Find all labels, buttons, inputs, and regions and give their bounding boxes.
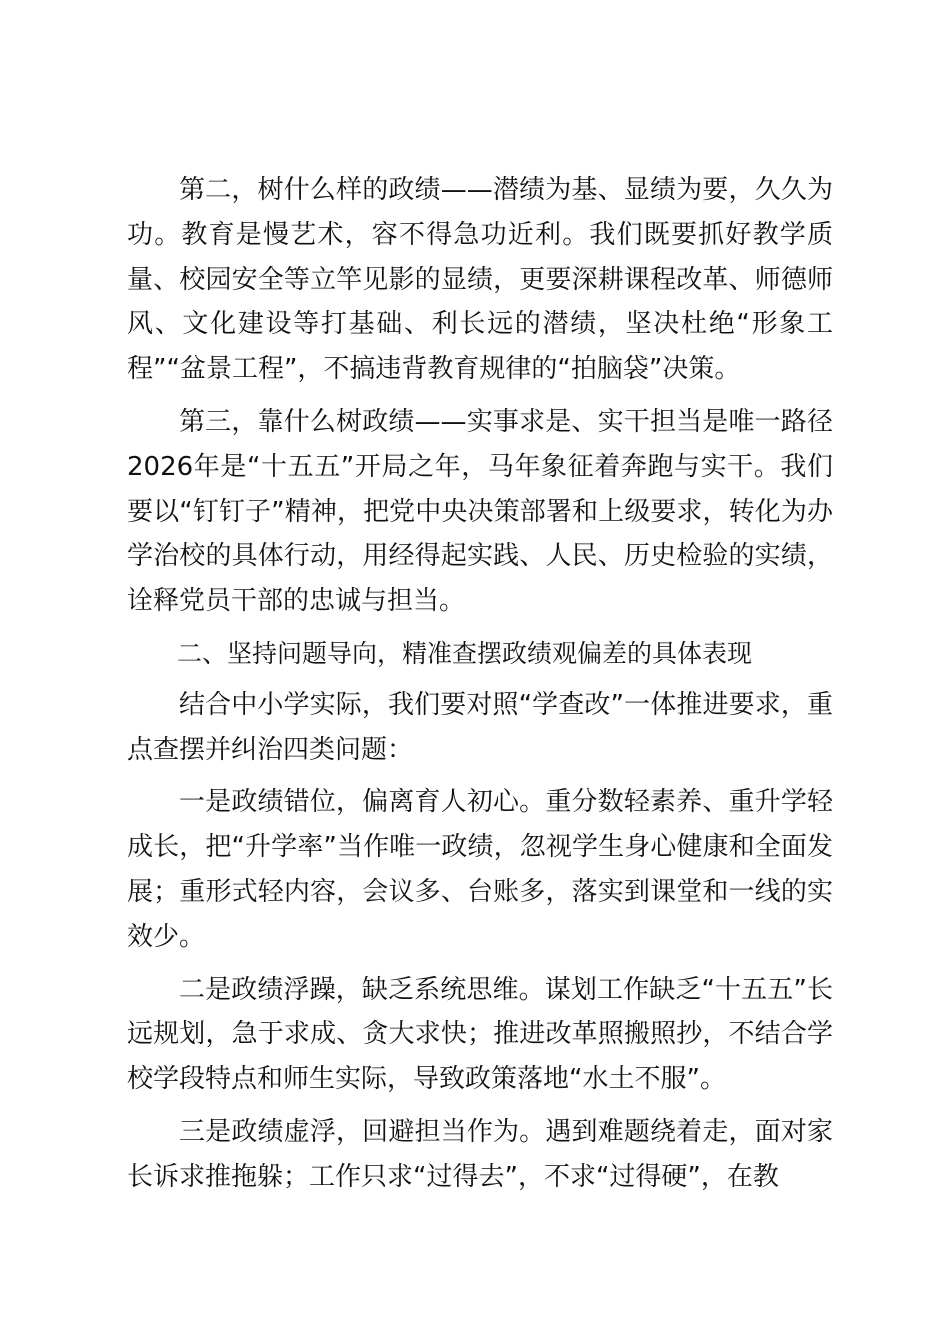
paragraph-problem-2: 二是政绩浮躁，缺乏系统思维。谋划工作缺乏“十五五”长远规划，急于求成、贪大求快；推进改革照搬照抄，不结合学校学段特点和师生实际，导致政策落地“水土不服”。 bbox=[127, 974, 833, 1095]
paragraph-intro-problems: 结合中小学实际，我们要对照“学查改”一体推进要求，重点查摆并纠治四类问题： bbox=[127, 689, 833, 765]
paragraph-third-point: 第三，靠什么树政绩——实事求是、实干担当是唯一路径2026年是“十五五”开局之年，马年象征着奔跑与实干。我们要以“钉钉子”精神，把党中央决策部署和上级要求，转化为办学治校的具体行动，用经得起实践、人民、历史检验的实绩，诠释党员干部的忠诚与担当。 bbox=[127, 406, 833, 617]
document-body bbox=[127, 168, 833, 1208]
paragraph-problem-1: 一是政绩错位，偏离育人初心。重分数轻素养、重升学轻成长，把“升学率”当作唯一政绩，忽视学生身心健康和全面发展；重形式轻内容，会议多、台账多，落实到课堂和一线的实效少。 bbox=[127, 787, 833, 952]
section-heading-2: 二、坚持问题导向，精准查摆政绩观偏差的具体表现 bbox=[177, 638, 753, 668]
paragraph-second-point: 第二，树什么样的政绩——潜绩为基、显绩为要，久久为功。教育是慢艺术，容不得急功近利。我们既要抓好教学质量、校园安全等立竿见影的显绩，更要深耕课程改革、师德师风、文化建设等打基础、利长远的潜绩，坚决杜绝“形象工程”“盆景工程”，不搞违背教育规律的“拍脑袋”决策。 bbox=[127, 175, 833, 385]
paragraph-problem-3: 三是政绩虚浮，回避担当作为。遇到难题绕着走，面对家长诉求推拖躲；工作只求“过得去”，不求“过得硬”，在教 bbox=[127, 1116, 833, 1192]
